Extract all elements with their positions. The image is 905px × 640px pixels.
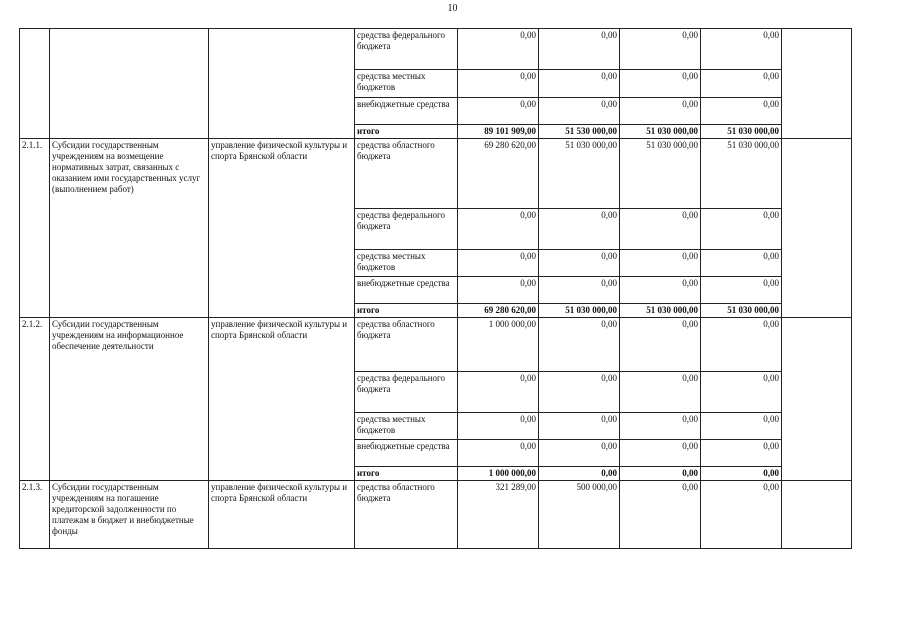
value-cell: 51 030 000,00: [620, 304, 701, 318]
value-cell: 0,00: [458, 209, 539, 250]
value-cell: 51 030 000,00: [539, 304, 620, 318]
value-cell: 0,00: [701, 29, 782, 70]
table-row: [20, 318, 852, 372]
value-cell: 51 030 000,00: [701, 139, 782, 209]
executor-cell: управление физической культуры и спорта Брянской области: [209, 139, 355, 318]
value-cell: 0,00: [620, 318, 701, 372]
executor-cell: [209, 29, 355, 139]
executor-cell: управление физической культуры и спорта Брянской области: [209, 481, 355, 549]
value-cell: 0,00: [701, 372, 782, 413]
value-cell: 0,00: [620, 209, 701, 250]
source-cell: средства федерального бюджета: [355, 372, 458, 413]
source-cell: средства местных бюджетов: [355, 250, 458, 277]
blank-cell: [782, 29, 852, 139]
code-cell: 2.1.3.: [20, 481, 50, 549]
value-cell: 0,00: [701, 413, 782, 440]
value-cell: 0,00: [620, 29, 701, 70]
value-cell: 0,00: [620, 70, 701, 98]
table-row: [20, 481, 852, 549]
source-cell: средства федерального бюджета: [355, 209, 458, 250]
executor-cell: управление физической культуры и спорта Брянской области: [209, 318, 355, 481]
value-cell: 1 000 000,00: [458, 318, 539, 372]
value-cell: 0,00: [620, 98, 701, 125]
value-cell: 0,00: [539, 372, 620, 413]
code-cell: 2.1.1.: [20, 139, 50, 318]
blank-cell: [782, 318, 852, 481]
value-cell: 0,00: [701, 467, 782, 481]
value-cell: 0,00: [620, 413, 701, 440]
value-cell: 0,00: [458, 70, 539, 98]
value-cell: 0,00: [701, 440, 782, 467]
value-cell: 0,00: [458, 413, 539, 440]
source-cell: средства местных бюджетов: [355, 413, 458, 440]
code-cell: [20, 29, 50, 139]
value-cell: 1 000 000,00: [458, 467, 539, 481]
value-cell: 51 030 000,00: [539, 139, 620, 209]
table-row: [20, 139, 852, 209]
value-cell: 0,00: [701, 481, 782, 549]
value-cell: 0,00: [539, 318, 620, 372]
value-cell: 0,00: [539, 70, 620, 98]
source-cell: средства федерального бюджета: [355, 29, 458, 70]
value-cell: 0,00: [701, 98, 782, 125]
name-cell: Субсидии государственным учреждениям на информационное обеспечение деятельности: [50, 318, 209, 481]
value-cell: 0,00: [620, 481, 701, 549]
name-cell: Субсидии государственным учреждениям на погашение кредиторской задолженности по платежам в бюджет и внебюджетные фонды: [50, 481, 209, 549]
value-cell: 0,00: [539, 277, 620, 304]
source-cell: средства областного бюджета: [355, 318, 458, 372]
value-cell: 0,00: [458, 250, 539, 277]
value-cell: 0,00: [458, 440, 539, 467]
source-cell: итого: [355, 467, 458, 481]
value-cell: 0,00: [620, 277, 701, 304]
value-cell: 0,00: [701, 277, 782, 304]
value-cell: 0,00: [458, 277, 539, 304]
value-cell: 0,00: [701, 250, 782, 277]
name-cell: Субсидии государственным учреждениям на возмещение нормативных затрат, связанных с оказанием ими государственных услуг (выполнением работ): [50, 139, 209, 318]
value-cell: 0,00: [620, 372, 701, 413]
value-cell: 51 030 000,00: [701, 125, 782, 139]
value-cell: 0,00: [458, 98, 539, 125]
source-cell: средства местных бюджетов: [355, 70, 458, 98]
value-cell: 0,00: [701, 209, 782, 250]
value-cell: 0,00: [539, 467, 620, 481]
value-cell: 0,00: [539, 98, 620, 125]
value-cell: 69 280 620,00: [458, 139, 539, 209]
value-cell: 69 280 620,00: [458, 304, 539, 318]
value-cell: 0,00: [539, 209, 620, 250]
table-row: [20, 29, 852, 70]
page-number: 10: [447, 3, 458, 14]
budget-table: [19, 28, 852, 549]
value-cell: 51 030 000,00: [620, 125, 701, 139]
blank-cell: [782, 481, 852, 549]
value-cell: 0,00: [701, 70, 782, 98]
value-cell: 51 530 000,00: [539, 125, 620, 139]
value-cell: 0,00: [458, 29, 539, 70]
value-cell: 0,00: [620, 250, 701, 277]
value-cell: 0,00: [539, 440, 620, 467]
name-cell: [50, 29, 209, 139]
source-cell: внебюджетные средства: [355, 98, 458, 125]
value-cell: 0,00: [539, 250, 620, 277]
value-cell: 89 101 909,00: [458, 125, 539, 139]
blank-cell: [782, 139, 852, 318]
source-cell: итого: [355, 125, 458, 139]
source-cell: внебюджетные средства: [355, 440, 458, 467]
code-cell: 2.1.2.: [20, 318, 50, 481]
source-cell: итого: [355, 304, 458, 318]
value-cell: 321 289,00: [458, 481, 539, 549]
value-cell: 0,00: [620, 440, 701, 467]
source-cell: средства областного бюджета: [355, 139, 458, 209]
value-cell: 500 000,00: [539, 481, 620, 549]
value-cell: 51 030 000,00: [620, 139, 701, 209]
source-cell: средства областного бюджета: [355, 481, 458, 549]
value-cell: 0,00: [458, 372, 539, 413]
value-cell: 0,00: [539, 29, 620, 70]
value-cell: 0,00: [620, 467, 701, 481]
value-cell: 0,00: [539, 413, 620, 440]
value-cell: 51 030 000,00: [701, 304, 782, 318]
value-cell: 0,00: [701, 318, 782, 372]
source-cell: внебюджетные средства: [355, 277, 458, 304]
